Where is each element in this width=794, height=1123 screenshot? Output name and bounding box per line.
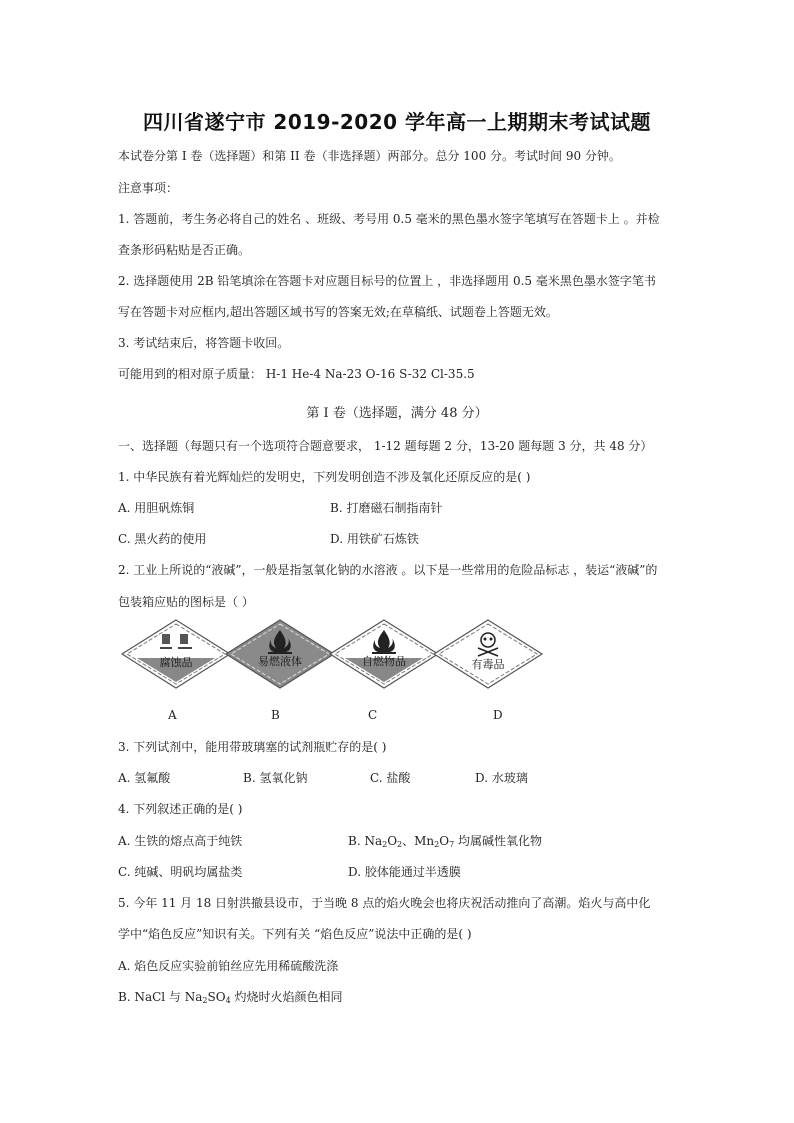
- atomic-masses: 可能用到的相对原子质量： H-1 He-4 Na-23 O-16 S-32 Cl-35.5: [118, 367, 475, 381]
- spontaneous-combustion-hazard-icon: [328, 618, 440, 690]
- q1-option-d: D. 用铁矿石炼铁: [330, 532, 419, 546]
- notice-3: 3. 考试结束后，将答题卡收回。: [118, 336, 290, 350]
- q4-option-b: B. $Na_2O_2$、$Mn_2O_7$ 均属碱性氧化物: [348, 834, 543, 849]
- icon-letter-b: B: [271, 708, 280, 722]
- q1-stem: 1. 中华民族有着光辉灿烂的发明史，下列发明创造不涉及氧化还原反应的是( ): [118, 470, 531, 484]
- q2-stem-line-1: 2. 工业上所说的“液碱”，一般是指氢氧化钠的水溶液 。以下是一些常用的危险品标志 ，装运“液碱”的: [118, 563, 658, 577]
- q5-option-b: B. NaCl 与 $Na_2SO_4$ 灼烧时火焰颜色相同: [118, 990, 343, 1005]
- intro-text: 本试卷分第 I 卷（选择题）和第 II 卷（非选择题）两部分。总分 100 分。考试时间 90 分钟。: [118, 149, 621, 163]
- icon-label-c: 自燃物品: [362, 655, 406, 668]
- toxic-hazard-icon: [432, 618, 544, 690]
- icon-letter-a: A: [168, 708, 177, 722]
- notice-heading: 注意事项：: [118, 181, 179, 195]
- flammable-liquid-hazard-icon: [224, 618, 336, 690]
- q3-option-c: C. 盐酸: [370, 771, 411, 785]
- notice-1-line-1: 1. 答题前，考生务必将自己的姓名 、班级、考号用 0.5 毫米的黑色墨水签字笔填写在答题卡上 。并检: [118, 212, 660, 226]
- q4-option-c: C. 纯碱、明矾均属盐类: [118, 865, 243, 879]
- q4-option-a: A. 生铁的熔点高于纯铁: [118, 834, 243, 848]
- q5-stem-line-1: 5. 今年 11 月 18 日射洪撤县设市，于当晚 8 点的焰火晚会也将庆祝活动推向了高潮。焰火与高中化: [118, 896, 651, 910]
- icon-letter-d: D: [493, 708, 503, 722]
- q3-option-a: A. 氢氟酸: [118, 771, 171, 785]
- q2-stem-line-2: 包装箱应贴的图标是（ ）: [118, 595, 254, 609]
- page-title: 四川省遂宁市 2019-2020 学年高一上期期末考试试题: [142, 110, 652, 134]
- notice-1-line-2: 查条形码粘贴是否正确。: [118, 243, 251, 257]
- q3-stem: 3. 下列试剂中，能用带玻璃塞的试剂瓶贮存的是( ): [118, 740, 387, 754]
- q5-option-a: A. 焰色反应实验前铂丝应先用稀硫酸洗涤: [118, 959, 339, 973]
- icon-label-d: 有毒品: [471, 658, 505, 671]
- corrosive-hazard-icon: [120, 618, 232, 690]
- q5-stem-line-2: 学中“焰色反应”知识有关。下列有关 “焰色反应”说法中正确的是( ): [118, 927, 472, 941]
- q4-option-d: D. 胶体能通过半透膜: [348, 865, 461, 879]
- icon-label-a: 腐蚀品: [159, 656, 193, 669]
- icon-letter-c: C: [368, 708, 378, 722]
- icon-label-b: 易燃液体: [258, 655, 302, 668]
- q4-stem: 4. 下列叙述正确的是( ): [118, 802, 243, 816]
- q3-option-d: D. 水玻璃: [475, 771, 528, 785]
- section1-instructions: 一、选择题（每题只有一个选项符合题意要求， 1-12 题每题 2 分，13-20 题每题 3 分，共 48 分）: [118, 439, 653, 453]
- notice-2-line-1: 2. 选择题使用 2B 铅笔填涂在答题卡对应题目标号的位置上 ，非选择题用 0.5 毫米黑色墨水签字笔书: [118, 274, 656, 288]
- hazard-icons-row: [120, 618, 540, 690]
- q3-option-b: B. 氢氧化钠: [243, 771, 308, 785]
- q1-option-c: C. 黑火药的使用: [118, 532, 207, 546]
- q1-option-b: B. 打磨磁石制指南针: [330, 501, 443, 515]
- notice-2-line-2: 写在答题卡对应框内,超出答题区域书写的答案无效;在草稿纸、试题卷上答题无效。: [118, 305, 558, 319]
- q1-option-a: A. 用胆矾炼铜: [118, 501, 195, 515]
- part1-header: 第 I 卷（选择题，满分 48 分）: [306, 406, 488, 421]
